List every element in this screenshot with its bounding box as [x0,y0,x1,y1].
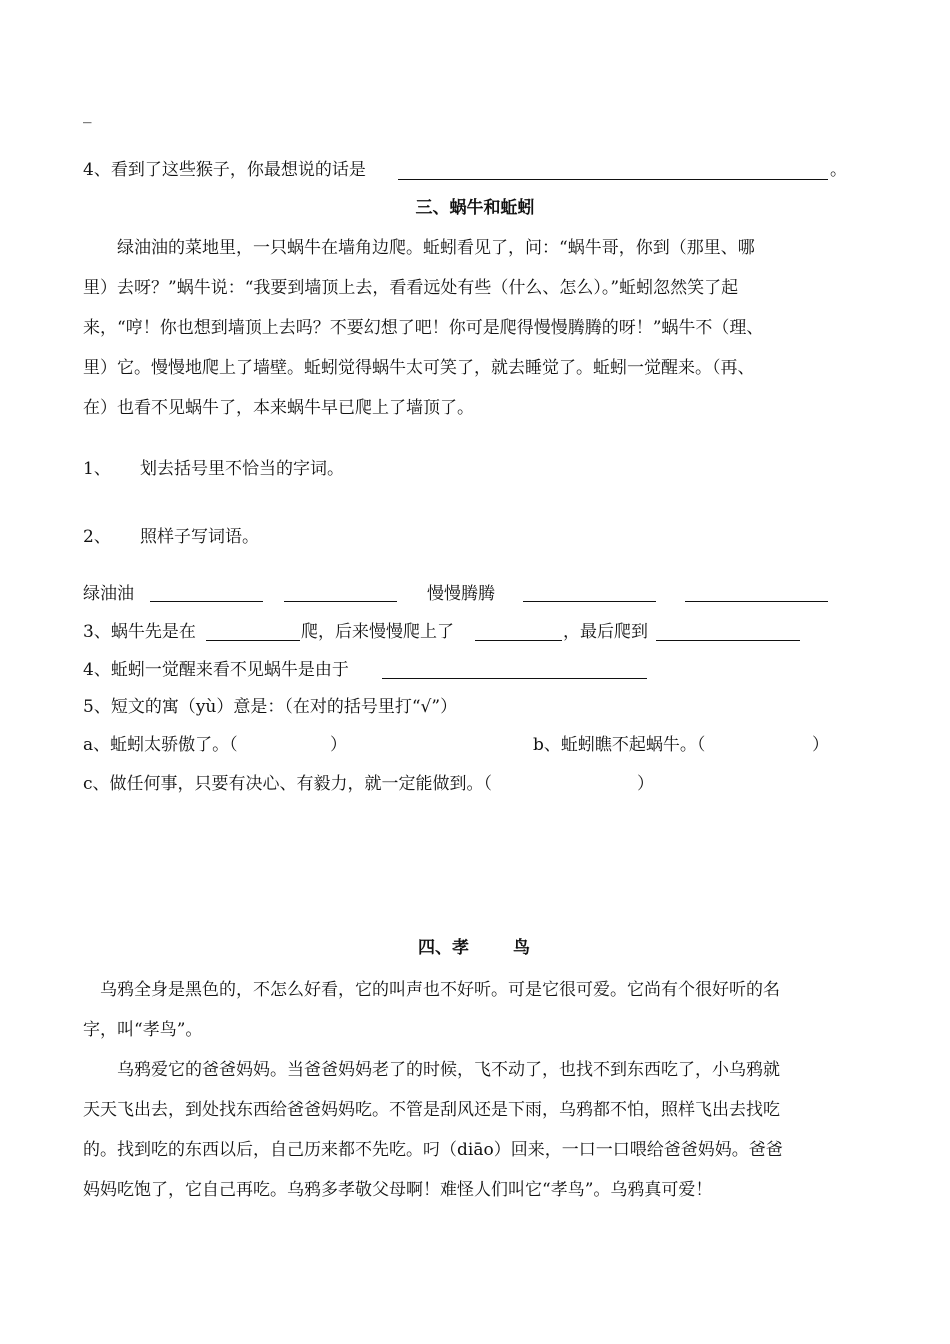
section3-passage [83,228,873,428]
s3-q2-blank-1[interactable] [150,600,263,602]
passage-line: 里）去呀？”蜗牛说：“我要到墙顶上去，看看远处有些（什么、怎么）。”蚯蚓忽然笑了起 [83,278,739,298]
s3-q3-blank-3[interactable] [656,639,800,641]
s3-q2-text: 照样子写词语。 [140,527,259,547]
passage-line: 在）也看不见蜗牛了，本来蜗牛早已爬上了墙顶了。 [83,398,474,418]
s3-q4-prompt: 4、蚯蚓一觉醒来看不见蜗牛是由于 [83,660,349,680]
passage-line: 来，“哼！你也想到墙顶上去吗？不要幻想了吧！你可是爬得慢慢腾腾的呀！”蜗牛不（理、 [83,318,764,338]
s3-q5-prompt: 5、短文的寓（yù）意是：（在对的括号里打“√”） [83,697,458,717]
s3-q3-part-a: 3、蜗牛先是在 [83,622,196,642]
s3-option-a-close: ） [330,735,347,755]
s3-option-a[interactable]: a、蚯蚓太骄傲了。（ [83,735,238,755]
s3-option-c-close: ） [637,774,654,794]
s3-q2-blank-3[interactable] [523,600,656,602]
s3-option-b[interactable]: b、蚯蚓瞧不起蜗牛。（ [533,735,706,755]
top-mark: _ [83,104,92,124]
s3-q2-number: 2、 [83,527,111,547]
s3-q2-blank-4[interactable] [685,600,828,602]
s3-q3-part-b: 爬，后来慢慢爬上了 [301,622,454,642]
paragraph-line: 乌鸦全身是黑色的，不怎么好看，它的叫声也不好听。可是它很可爱。它尚有个很好听的名 [100,980,780,1000]
passage-line: 里）它。慢慢地爬上了墙壁。蚯蚓觉得蜗牛太可笑了，就去睡觉了。蚯蚓一觉醒来。（再、 [83,358,755,378]
section4-title-part-1: 四、孝 [418,938,469,958]
s3-q1-text: 划去括号里不恰当的字词。 [140,459,344,479]
paragraph-line: 天天飞出去，到处找东西给爸爸妈妈吃。不管是刮风还是下雨，乌鸦都不怕，照样飞出去找吃 [83,1100,780,1120]
s3-q1-number: 1、 [83,459,111,479]
section4-paragraph-2 [83,1050,883,1210]
s2-q4-answer-blank[interactable] [398,178,828,180]
s3-example-1: 绿油油 [83,584,134,604]
s2-q4-prompt: 4、看到了这些猴子，你最想说的话是 [83,160,366,180]
s3-q4-answer-blank[interactable] [382,677,647,679]
paragraph-line: 的。找到吃的东西以后，自己历来都不先吃。叼（diāo）回来，一口一口喂给爸爸妈妈。爸爸 [83,1140,783,1160]
s3-q3-blank-1[interactable] [206,639,300,641]
s3-option-c[interactable]: c、做任何事，只要有决心、有毅力，就一定能做到。（ [83,774,493,794]
passage-line: 绿油油的菜地里，一只蜗牛在墙角边爬。蚯蚓看见了，问：“蜗牛哥，你到（那里、哪 [117,238,755,258]
section3-title: 三、蜗牛和蚯蚓 [415,198,535,218]
s3-option-b-close: ） [812,735,829,755]
paragraph-line: 乌鸦爱它的爸爸妈妈。当爸爸妈妈老了的时候，飞不动了，也找不到东西吃了，小乌鸦就 [117,1060,780,1080]
paragraph-line: 字，叫“孝鸟”。 [83,1020,203,1040]
s3-example-2: 慢慢腾腾 [427,584,495,604]
s2-q4-end: 。 [830,160,847,180]
s3-q3-part-c: ，最后爬到 [563,622,648,642]
section4-title-part-2: 鸟 [513,938,530,958]
section4-paragraph-1 [83,970,883,1050]
paragraph-line: 妈妈吃饱了，它自己再吃。乌鸦多孝敬父母啊！难怪人们叫它“孝鸟”。乌鸦真可爱！ [83,1180,713,1200]
s3-q3-blank-2[interactable] [475,639,562,641]
s3-q2-blank-2[interactable] [284,600,397,602]
